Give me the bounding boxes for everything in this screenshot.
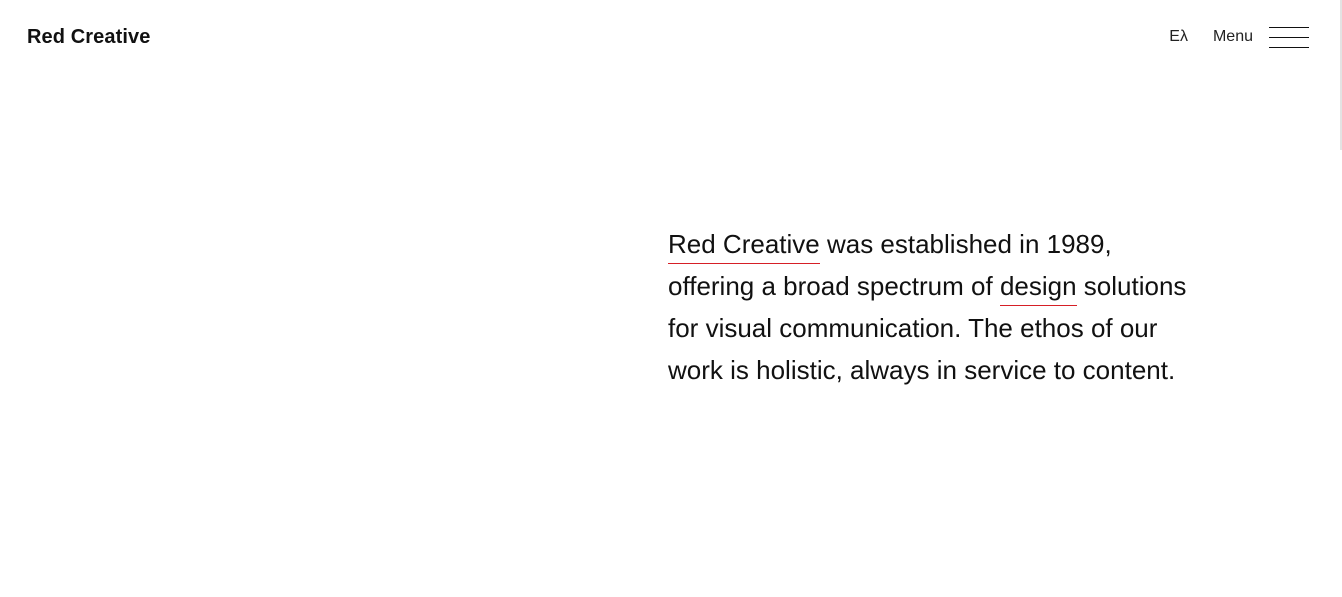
hamburger-icon[interactable] (1269, 27, 1309, 48)
hamburger-line (1269, 47, 1309, 48)
menu-label: Menu (1212, 28, 1253, 45)
intro-link-design[interactable]: design (1000, 271, 1077, 306)
top-nav (1169, 26, 1309, 48)
menu-button[interactable] (1213, 27, 1309, 48)
intro-text: solutions for visual communication. The ethos of our work is holistic, always in service to content. (668, 271, 1187, 385)
language-toggle[interactable]: Eλ (1169, 28, 1188, 45)
hamburger-line (1269, 27, 1309, 28)
site-logo[interactable]: Red Creative (27, 26, 151, 48)
intro-link-red-creative[interactable]: Red Creative (668, 229, 820, 264)
hamburger-line (1269, 37, 1309, 38)
intro-text: was established in 1989, offering a broad spectrum of (668, 229, 1112, 301)
intro-paragraph (668, 223, 1188, 391)
